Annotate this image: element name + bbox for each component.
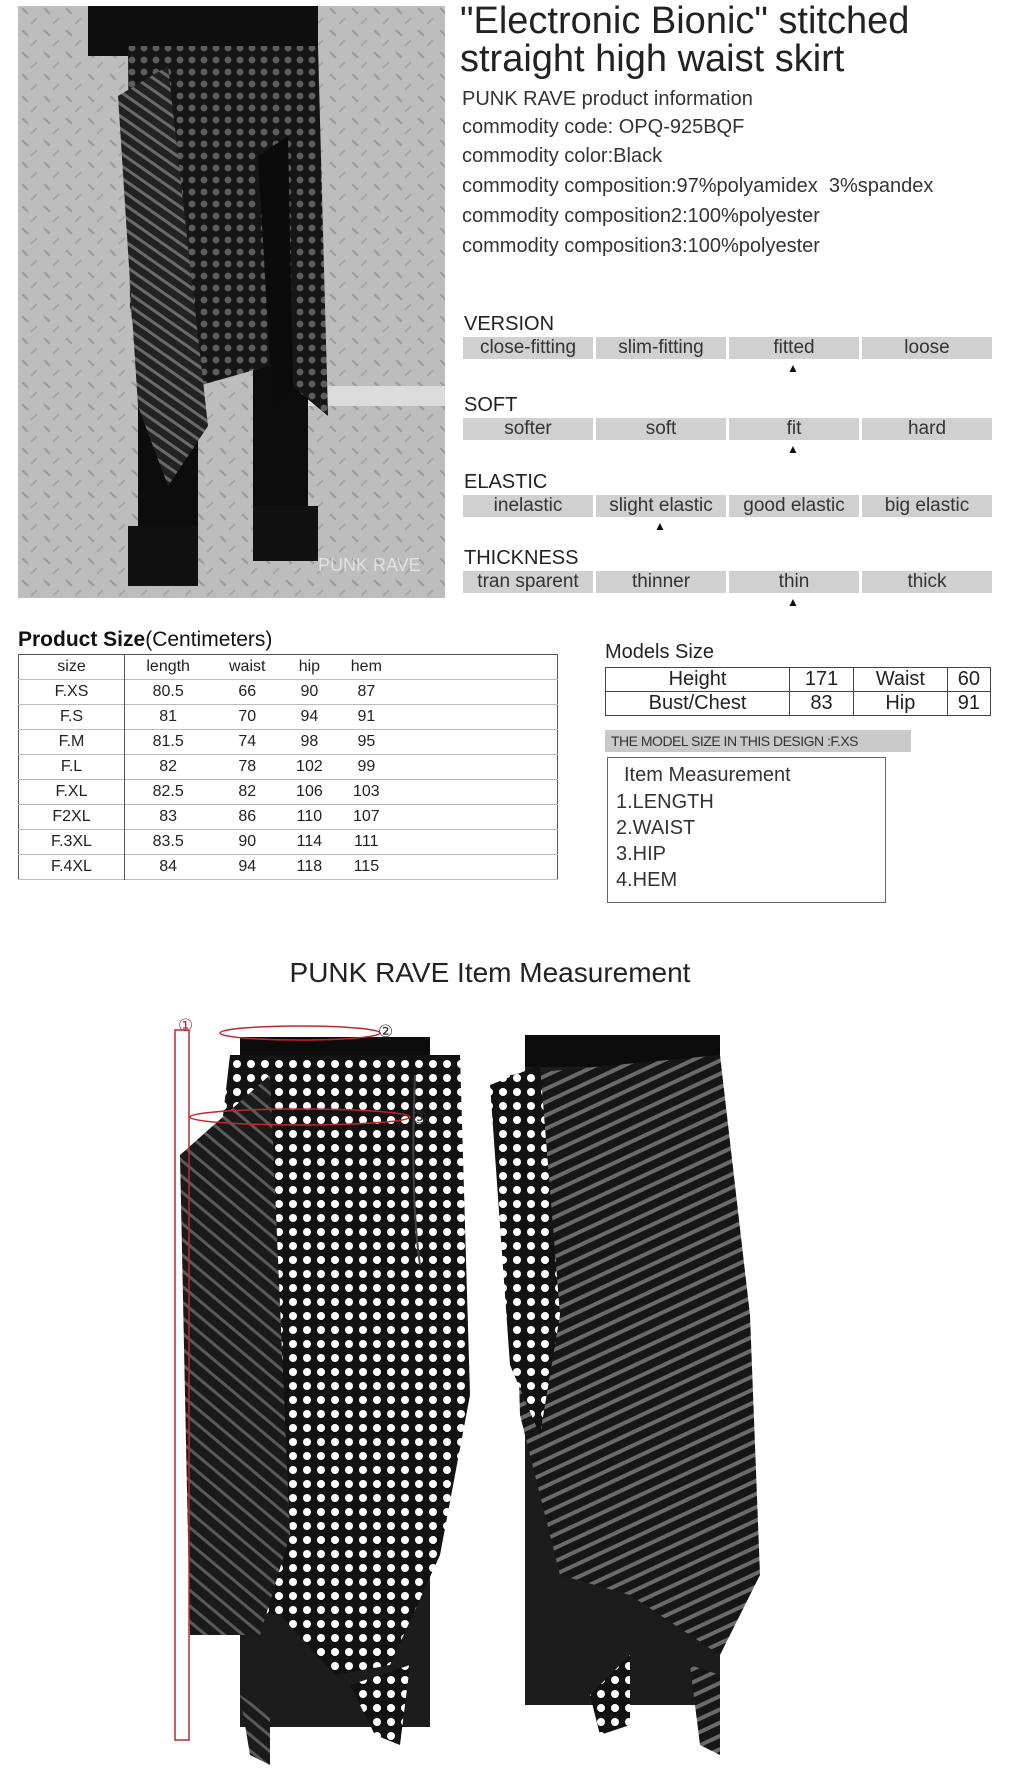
size-cell: 91 (357, 708, 376, 725)
models-cell: 83 (790, 692, 854, 716)
scale-version-option: loose (862, 337, 992, 359)
scale-version (463, 337, 992, 359)
models-cell: Hip (854, 692, 948, 716)
table-row (606, 668, 991, 692)
size-cell: F.XL (19, 780, 125, 805)
size-cell: 94 (238, 858, 257, 875)
table-row (19, 680, 558, 705)
size-cell: 114 (296, 833, 323, 850)
item-measurement-title: Item Measurement (624, 764, 791, 786)
models-cell: 91 (947, 692, 990, 716)
size-cell: 80.5 (152, 683, 184, 700)
measurement-item: 4.HEM (616, 869, 678, 891)
scale-elastic-option: good elastic (729, 495, 859, 517)
product-title (460, 2, 1020, 78)
size-table-title-unit: (Centimeters) (145, 628, 273, 651)
commodity-composition-1 (462, 175, 933, 198)
comp2-label: commodity composition2: (462, 205, 688, 227)
scale-thickness-option: tran sparent (463, 571, 593, 593)
measurement-heading: PUNK RAVE Item Measurement (289, 957, 691, 988)
item-measurement-box (607, 757, 886, 903)
size-cell: F.S (19, 705, 125, 730)
table-row (19, 805, 558, 830)
size-cell: 81 (159, 708, 178, 725)
size-cell: 115 (353, 858, 380, 875)
size-cell: 82 (238, 783, 257, 800)
size-cell: 90 (300, 683, 319, 700)
commodity-composition-2 (462, 205, 820, 228)
models-cell: Bust/Chest (606, 692, 790, 716)
model-photo-illustration (18, 6, 445, 598)
skirt-flat-illustration (160, 1015, 840, 1775)
models-cell: 60 (947, 668, 990, 692)
size-col-header: size (19, 655, 125, 680)
size-col-header: waist (228, 658, 266, 675)
size-cell: 78 (238, 758, 257, 775)
table-row (19, 830, 558, 855)
size-table (18, 654, 558, 880)
product-photo (18, 6, 445, 598)
size-cell: F.4XL (19, 855, 125, 880)
scale-thickness-option: thinner (596, 571, 726, 593)
table-row (19, 755, 558, 780)
size-cell: 86 (238, 808, 257, 825)
size-table-title (18, 628, 272, 652)
skirt-back-view (490, 1035, 760, 1755)
table-row (19, 780, 558, 805)
scale-thickness-option: thick (862, 571, 992, 593)
size-cell: 84 (159, 858, 178, 875)
models-cell: Waist (854, 668, 948, 692)
commodity-color (462, 145, 662, 168)
size-cell: 106 (296, 783, 323, 800)
product-title-line2: straight high waist skirt (460, 38, 845, 80)
scale-elastic (463, 495, 992, 517)
scale-thickness (463, 571, 992, 593)
commodity-color-label: commodity color: (462, 145, 614, 167)
size-table-header (19, 655, 558, 680)
measurement-item: 3.HIP (616, 843, 667, 865)
commodity-color-value: Black (613, 145, 663, 167)
size-col-header: hip (298, 658, 321, 675)
commodity-code-label: commodity code: (462, 116, 614, 138)
scale-soft-option: fit (729, 418, 859, 440)
size-cell: F.L (19, 755, 125, 780)
marker-2: ② (378, 1022, 394, 1042)
scale-thickness-marker: ▲ (787, 595, 799, 609)
size-cell: 102 (296, 758, 323, 775)
size-col-header: hem (350, 658, 382, 675)
scale-version-option: fitted (729, 337, 859, 359)
scale-elastic-option: slight elastic (596, 495, 726, 517)
scale-soft-marker: ▲ (787, 442, 799, 456)
product-title-line1: "Electronic Bionic" stitched (460, 0, 910, 42)
scale-elastic-marker: ▲ (654, 519, 666, 533)
size-cell: 66 (238, 683, 257, 700)
table-row (606, 692, 991, 716)
size-cell: F.3XL (19, 830, 125, 855)
comp3-label: commodity composition3: (462, 235, 688, 257)
size-col-spacer (397, 655, 558, 680)
size-cell: 94 (300, 708, 319, 725)
scale-elastic-option: big elastic (862, 495, 992, 517)
scale-soft-option: softer (463, 418, 593, 440)
scale-soft-option: hard (862, 418, 992, 440)
measurement-item: 1.LENGTH (616, 791, 714, 813)
size-cell: F2XL (19, 805, 125, 830)
scale-version-option: slim-fitting (596, 337, 726, 359)
scale-elastic-title: ELASTIC (464, 471, 548, 493)
size-cell: 110 (296, 808, 323, 825)
models-size-title: Models Size (605, 641, 714, 663)
models-cell: Height (606, 668, 790, 692)
photo-watermark: PUNK RAVE (318, 555, 421, 575)
size-cell: 111 (354, 833, 379, 850)
skirt-front-view (175, 1016, 470, 1765)
model-size-note: THE MODEL SIZE IN THIS DESIGN :F.XS (605, 730, 911, 752)
marker-3: ③ (412, 1108, 428, 1128)
size-cell: F.XS (19, 680, 125, 705)
table-row (19, 855, 558, 880)
commodity-code (462, 116, 744, 139)
scale-soft (463, 418, 992, 440)
table-row (19, 705, 558, 730)
comp2-value: 100%polyester (687, 205, 820, 227)
scale-thickness-title: THICKNESS (464, 547, 579, 569)
size-col-header: length (146, 658, 190, 675)
scale-version-title: VERSION (464, 313, 555, 335)
size-cell: 81.5 (152, 733, 184, 750)
size-cell: 83 (159, 808, 178, 825)
scale-version-option: close-fitting (463, 337, 593, 359)
scale-soft-title: SOFT (464, 394, 518, 416)
size-cell: 90 (238, 833, 257, 850)
models-size-table (605, 667, 991, 716)
size-table-title-bold: Product Size (18, 628, 146, 651)
marker-1: ① (178, 1016, 194, 1036)
scale-soft-option: soft (596, 418, 726, 440)
scale-elastic-option: inelastic (463, 495, 593, 517)
size-cell: 70 (238, 708, 257, 725)
measurement-item: 2.WAIST (616, 817, 696, 839)
size-cell: 74 (238, 733, 257, 750)
comp1-label: commodity composition: (462, 175, 677, 197)
comp3-value: 100%polyester (687, 235, 820, 257)
size-cell: 107 (352, 808, 380, 825)
scale-version-marker: ▲ (787, 361, 799, 375)
commodity-code-value: OPQ-925BQF (618, 116, 745, 138)
size-cell: 99 (357, 758, 376, 775)
commodity-composition-3 (462, 235, 820, 258)
comp1-value: 97%polyamidex 3%spandex (676, 175, 934, 197)
size-cell: 118 (296, 858, 323, 875)
size-cell: 95 (357, 733, 376, 750)
models-cell: 171 (790, 668, 854, 692)
table-row (19, 730, 558, 755)
size-cell: 103 (352, 783, 380, 800)
size-cell: 82.5 (152, 783, 184, 800)
size-cell: 98 (300, 733, 319, 750)
info-heading: PUNK RAVE product information (462, 88, 753, 110)
size-cell: 82 (159, 758, 178, 775)
scale-thickness-option: thin (729, 571, 859, 593)
size-cell: F.M (19, 730, 125, 755)
size-cell: 83.5 (152, 833, 184, 850)
size-cell: 87 (357, 683, 376, 700)
